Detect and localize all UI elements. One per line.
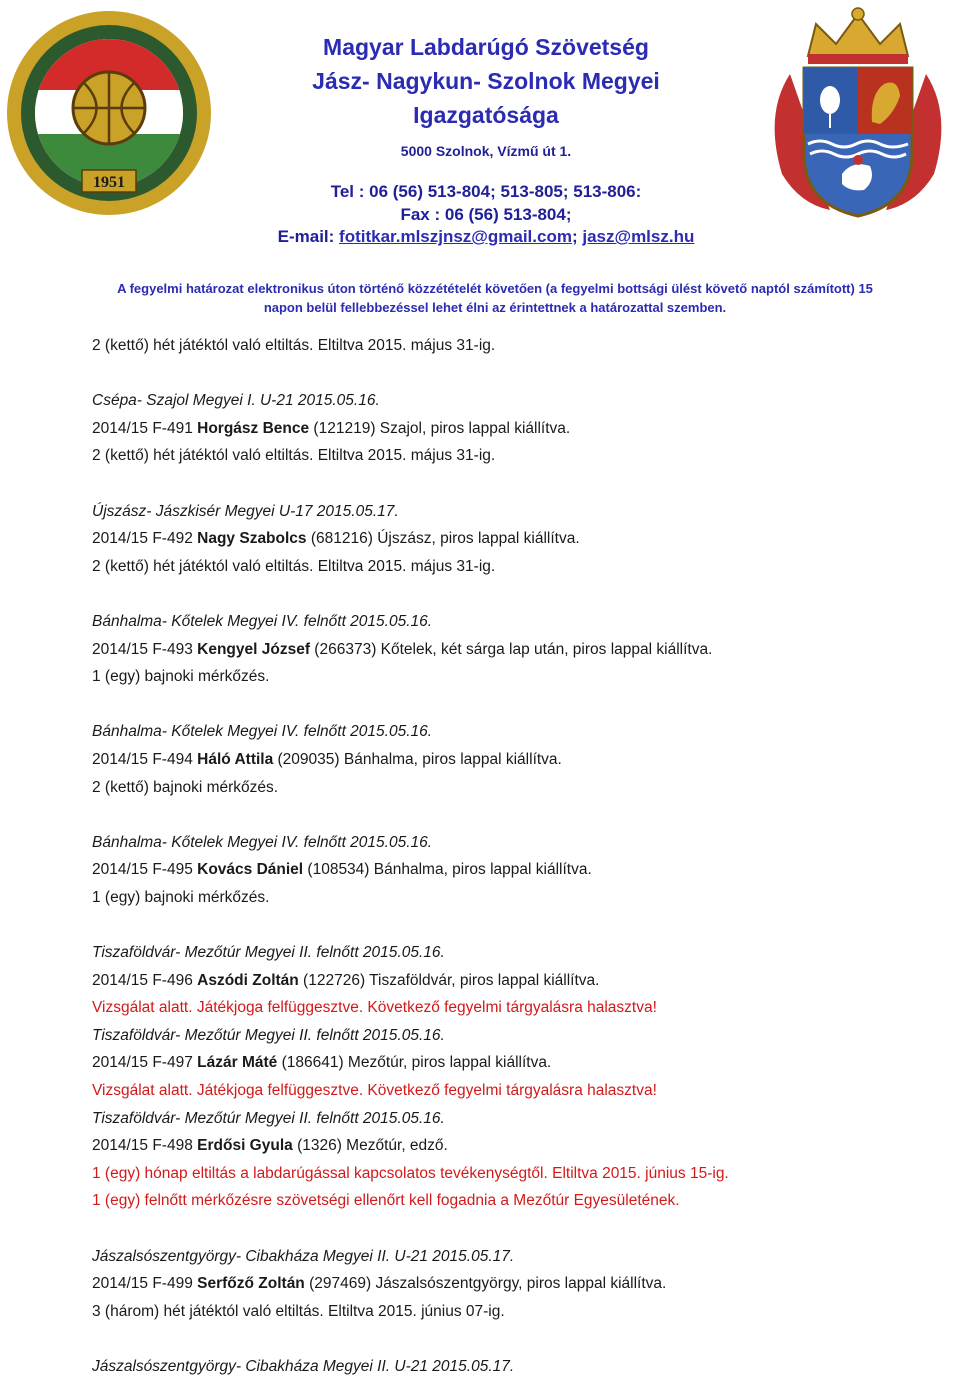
sanction-line: 1 (egy) bajnoki mérkőzés. — [92, 888, 270, 906]
case-details: (1326) Mezőtúr, edző. — [292, 1137, 448, 1155]
player-name: Háló Attila — [197, 750, 274, 768]
match-line: Bánhalma- Kőtelek Megyei IV. felnőtt 2015.05.16. — [92, 833, 433, 851]
appeal-notice-line1: A fegyelmi határozat elektronikus úton történő közzétételét követően (a fegyelmi bottsági ülést követő naptól számított) 15 — [117, 281, 873, 296]
case-line — [92, 746, 932, 774]
appeal-notice-line2: napon belül fellebbezéssel lehet élni az érintettnek a határozattal szemben. — [263, 300, 727, 315]
case-line — [92, 636, 932, 664]
case-number: 2014/15 F-494 — [92, 750, 198, 768]
case-number: 2014/15 F-498 — [92, 1137, 198, 1155]
case-spacer — [92, 911, 932, 939]
case-spacer — [92, 1215, 932, 1243]
case-line — [92, 1132, 932, 1160]
case-spacer — [92, 580, 932, 608]
case-details: (681216) Újszász, piros lappal kiállítva. — [306, 530, 580, 548]
match-line: Csépa- Szajol Megyei I. U-21 2015.05.16. — [92, 392, 380, 410]
match-line: Bánhalma- Kőtelek Megyei IV. felnőtt 2015.05.16. — [92, 723, 433, 741]
org-name-line2: Jász- Nagykun- Szolnok Megyei — [312, 68, 660, 94]
sanction-line: 2 (kettő) hét játéktól való eltiltás. Eltiltva 2015. május 31-ig. — [92, 557, 496, 575]
case-details: (186641) Mezőtúr, piros lappal kiállítva. — [277, 1054, 552, 1072]
sanction-line: 1 (egy) bajnoki mérkőzés. — [92, 668, 270, 686]
case-details: (209035) Bánhalma, piros lappal kiállítva. — [273, 750, 562, 768]
match-line: Jászalsószentgyörgy- Cibakháza Megyei II. U-21 2015.05.17. — [92, 1247, 515, 1265]
case-line — [92, 1049, 932, 1077]
case-number: 2014/15 F-493 — [92, 640, 198, 658]
mlsz-county-logo — [4, 8, 214, 218]
case-number: 2014/15 F-497 — [92, 1054, 198, 1072]
case-details: (297469) Jászalsószentgyörgy, piros lappal kiállítva. — [304, 1275, 667, 1293]
email-link-fotitkar[interactable]: fotitkar.mlszjnsz@gmail.com — [339, 227, 572, 246]
disciplinary-decisions — [92, 332, 932, 1381]
case-details: (122726) Tiszaföldvár, piros lappal kiállítva. — [298, 971, 600, 989]
case-line — [92, 856, 932, 884]
org-name-line1: Magyar Labdarúgó Szövetség — [323, 34, 649, 60]
sanction-status-line: Vizsgálat alatt. Játékjoga felfüggesztve. Következő fegyelmi tárgyalásra halasztva! — [92, 1082, 657, 1100]
email-line — [216, 227, 756, 247]
phone: Tel : 06 (56) 513-804; 513-805; 513-806: — [330, 182, 642, 201]
case-number: 2014/15 F-499 — [92, 1275, 198, 1293]
fax: Fax : 06 (56) 513-804; — [400, 205, 572, 224]
case-line — [92, 1270, 932, 1298]
player-name: Lázár Máté — [197, 1054, 278, 1072]
case-spacer — [92, 360, 932, 388]
player-name: Aszódi Zoltán — [197, 971, 299, 989]
case-line — [92, 415, 932, 443]
match-line: Újszász- Jászkisér Megyei U-17 2015.05.17. — [92, 502, 399, 520]
email-separator: ; — [571, 227, 583, 246]
case-number: 2014/15 F-496 — [92, 971, 198, 989]
case-spacer — [92, 1325, 932, 1353]
sanction-line: 3 (három) hét játéktól való eltiltás. Eltiltva 2015. június 07-ig. — [92, 1302, 505, 1320]
player-name: Serfőző Zoltán — [197, 1275, 305, 1293]
county-coat-of-arms — [760, 4, 956, 222]
match-line: Tiszaföldvár- Mezőtúr Megyei II. felnőtt 2015.05.16. — [92, 1109, 445, 1127]
case-line — [92, 967, 932, 995]
case-spacer — [92, 470, 932, 498]
org-name-line3: Igazgatósága — [413, 102, 559, 128]
player-name: Kengyel József — [197, 640, 310, 658]
case-number: 2014/15 F-495 — [92, 861, 198, 879]
case-number: 2014/15 F-491 — [92, 419, 198, 437]
sanction-line: 2 (kettő) bajnoki mérkőzés. — [92, 778, 279, 796]
player-name: Nagy Szabolcs — [197, 530, 307, 548]
case-line — [92, 525, 932, 553]
address: 5000 Szolnok, Vízmű út 1. — [400, 143, 572, 159]
email-link-jasz[interactable]: jasz@mlsz.hu — [582, 227, 695, 246]
case-details: (266373) Kőtelek, két sárga lap után, piros lappal kiállítva. — [310, 640, 713, 658]
email-label: E-mail: — [277, 227, 340, 246]
player-name: Horgász Bence — [197, 419, 310, 437]
player-name: Erdősi Gyula — [197, 1137, 293, 1155]
svg-text:1951: 1951 — [93, 174, 125, 191]
sanction-line: 2 (kettő) hét játéktól való eltiltás. Eltiltva 2015. május 31-ig. — [92, 337, 496, 354]
match-line: Tiszaföldvár- Mezőtúr Megyei II. felnőtt 2015.05.16. — [92, 1026, 445, 1044]
case-number: 2014/15 F-492 — [92, 530, 198, 548]
sanction-status-line: Vizsgálat alatt. Játékjoga felfüggesztve. Következő fegyelmi tárgyalásra halasztva! — [92, 999, 657, 1017]
case-details: (108534) Bánhalma, piros lappal kiállítva. — [303, 861, 592, 879]
case-details: (121219) Szajol, piros lappal kiállítva. — [309, 419, 571, 437]
sanction-line: 2 (kettő) hét játéktól való eltiltás. Eltiltva 2015. május 31-ig. — [92, 447, 496, 465]
match-line: Tiszaföldvár- Mezőtúr Megyei II. felnőtt 2015.05.16. — [92, 944, 445, 962]
match-line: Jászalsószentgyörgy- Cibakháza Megyei II. U-21 2015.05.17. — [92, 1357, 515, 1375]
player-name: Kovács Dániel — [197, 861, 304, 879]
case-spacer — [92, 691, 932, 719]
case-spacer — [92, 801, 932, 829]
match-line: Bánhalma- Kőtelek Megyei IV. felnőtt 2015.05.16. — [92, 612, 433, 630]
sanction-status-line: 1 (egy) felnőtt mérkőzésre szövetségi ellenőrt kell fogadnia a Mezőtúr Egyesületének. — [92, 1192, 680, 1210]
sanction-status-line: 1 (egy) hónap eltiltás a labdarúgással kapcsolatos tevékenységtől. Eltiltva 2015. június 15-ig. — [92, 1164, 729, 1182]
